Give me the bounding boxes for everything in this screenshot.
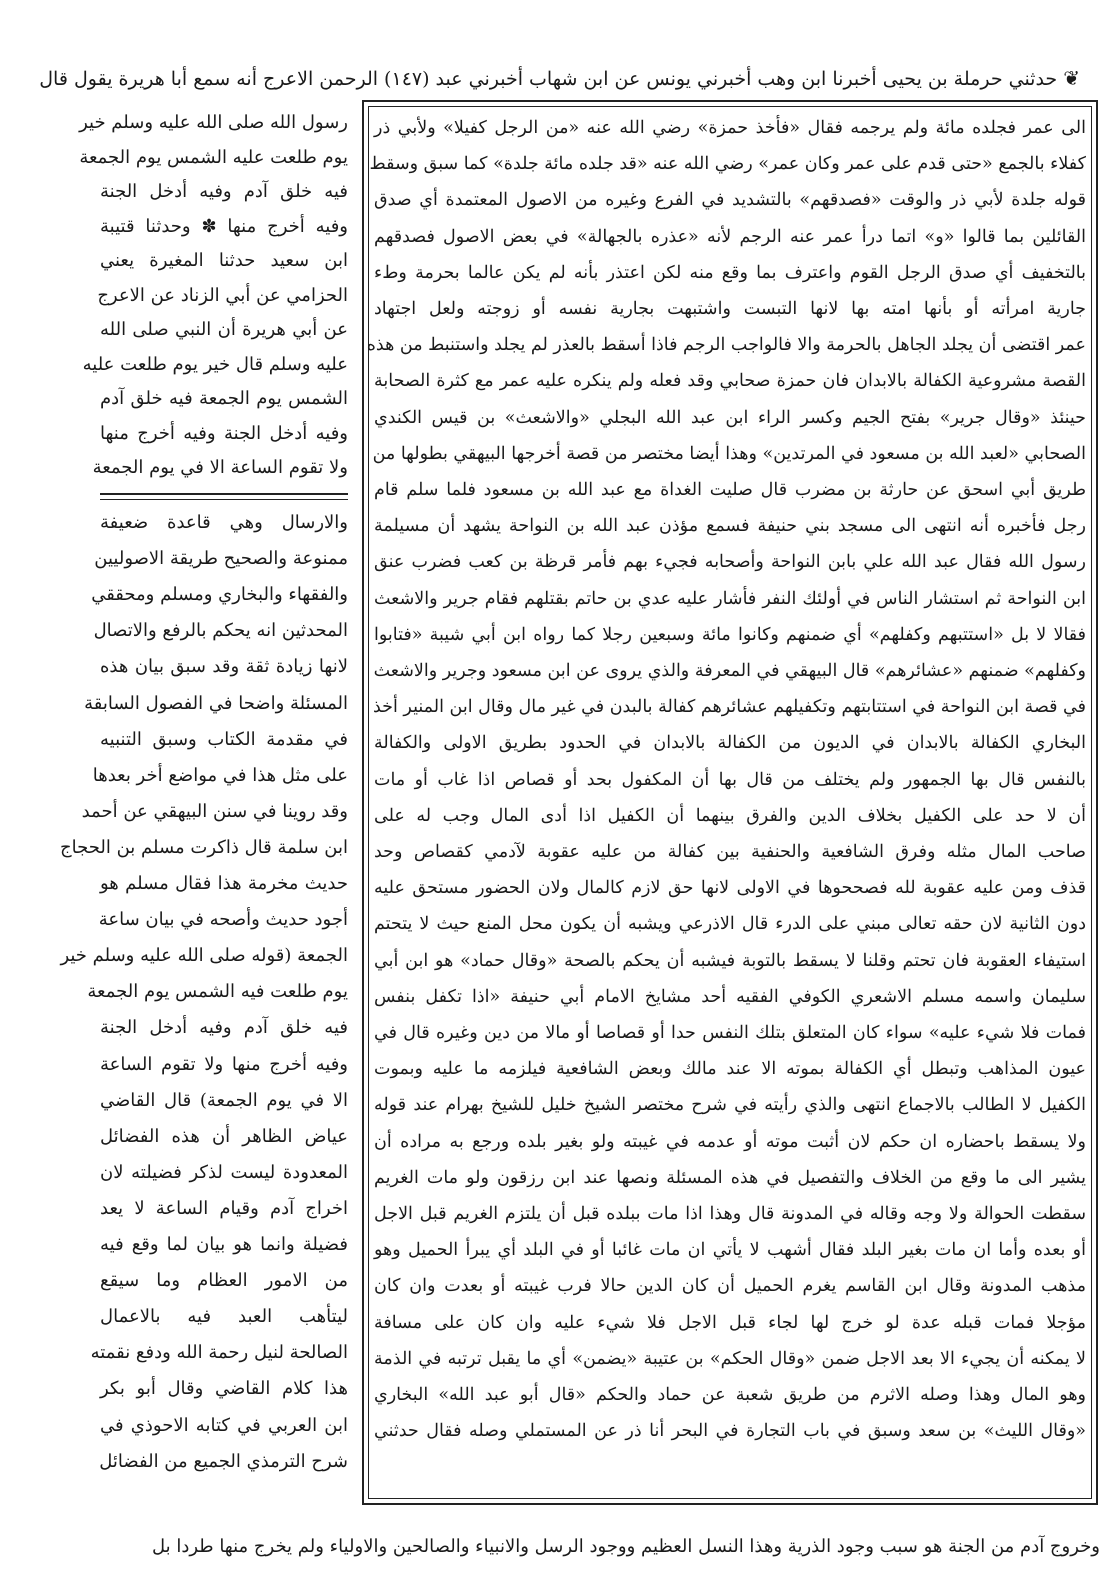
text-line: قوله جلدة لأبي ذر والوقت «فصدقهم» بالتشديد في الفرع وغيره من الاصول المعتمدة أي صدق (374, 190, 1086, 211)
text-line: وهو المال وهذا وصله الاثرم من طريق شعبة عن حماد والحكم «قال أبو عبد الله» البخاري (374, 1385, 1086, 1405)
text-line: ابن العربي في كتابه الاحوذي في (100, 1414, 348, 1436)
text-line: ابن سلمة قال ذاكرت مسلم بن الحجاج (60, 836, 348, 858)
text-line: على مثل هذا في مواضع أخر بعدها (92, 764, 348, 786)
text-line: فضيلة وانما هو بيان لما وقع فيه (100, 1234, 348, 1255)
text-line: الشمس يوم الجمعة فيه خلق آدم (100, 388, 348, 409)
text-line: عمر اقتضى أن يجلد الجاهل بالحرمة والا فالواجب الرجم فاذا أسقط بالعذر لم يجلد واستنبط من هذه (366, 335, 1086, 356)
text-line: البخاري الكفالة بالابدان في الديون من الكفالة بالابدان في الحدود بطريق الاولى والكفالة (374, 733, 1086, 754)
text-line: والفقهاء والبخاري ومسلم ومحققي (91, 584, 348, 606)
text-line: يوم طلعت فيه الشمس يوم الجمعة (87, 981, 348, 1003)
text-line: عياض الظاهر أن هذه الفضائل (100, 1125, 348, 1147)
text-line: استيفاء العقوبة فان تحتم وقلنا لا يسقط بالتوبة فيشبه أن يحكم بالصحة «وقال حماد» هو ابن أبي (374, 950, 1086, 971)
text-line: الصحابي «لعبد الله بن مسعود في المرتدين» وهذا أيضا مختصر من قصة أخرجها البيهقي بطولها من (372, 443, 1086, 464)
ornament-icon: ❦ (1063, 66, 1080, 90)
text-line: الا في يوم الجمعة) قال القاضي (100, 1089, 348, 1111)
text-line: رسول الله فقال عبد الله علي بابن النواحة وأصحابه فجيء بهم فأمر قرظة بن كعب فضرب عنق (374, 552, 1086, 573)
text-line: الكفيل لا الطالب بالاجماع انتهى والذي رأيته في شرح مختصر الشيخ خليل للشيخ بهرام عند قوله (374, 1095, 1086, 1116)
text-line: سليمان واسمه مسلم الاشعري الكوفي الفقيه أحد مشايخ الامام أبي حنيفة «اذا تكفل بنفس (374, 986, 1086, 1007)
text-line: وفيه أدخل الجنة وفيه أخرج منها (100, 422, 348, 444)
text-line: شرح الترمذي الجميع من الفضائل (99, 1450, 348, 1472)
text-line: الجمعة (قوله صلى الله عليه وسلم خير (60, 945, 348, 967)
text-line: وقد روينا في سنن البيهقي عن أحمد (81, 800, 348, 822)
text-line: المسئلة واضحا في الفصول السابقة (84, 692, 348, 714)
text-line: القائلين بما قالوا «و» اتما درأ عمر عنه الرجم لأنه «عذره بالجهالة» في بعض الاصول فصدقهم (374, 226, 1086, 247)
text-line: مذهب المدونة وقال ابن القاسم يغرم الحميل أن كان الدين حالا فرب غيبته أو بعدت وان كان (374, 1276, 1086, 1297)
text-line: قذف ومن عليه عقوبة لله فصححوها في الاولى لانها حق لازم كالمال ولان الحضور مستحق عليه (374, 878, 1086, 899)
header-text: حدثني حرملة بن يحيى أخبرنا ابن وهب أخبرني يونس عن ابن شهاب أخبرني عبد (١٤٧) الرحمن الاعرج أنه سمع أبا هريرة يقول قال (39, 68, 1058, 90)
text-line: وكفلهم» ضمنهم «عشائرهم» قال البيهقي في المعرفة والذي يروى عن ابن مسعود وجرير والاشعث (373, 661, 1086, 681)
text-line: أو بعده وأما ان مات بغير البلد فقال أشهب لا يأتي ان مات غائبا أو في البلد أي يبرأ الحميل وهو (374, 1240, 1086, 1261)
text-line: رسول الله صلى الله عليه وسلم خير (79, 112, 348, 133)
text-line: الحزامي عن أبي الزناد عن الاعرج (97, 284, 348, 306)
text-line: رجل فأخبره أنه انتهى الى مسجد بني حنيفة فسمع مؤذن عبد الله بن النواحة يشهد أن مسيلمة (374, 516, 1086, 537)
text-line: كفلاء بالجمع «حتى قدم على عمر وكان عمر» رضي الله عنه «قد جلده مائة جلدة» كما سبق وسقط (369, 154, 1086, 175)
text-line: فيه خلق آدم وفيه أدخل الجنة (100, 1017, 348, 1039)
text-line: حديث مخرمة هذا فقال مسلم هو (100, 873, 348, 894)
text-line: القصة مشروعية الكفالة بالابدان فان حمزة صحابي وقد فعله ولم ينكره عليه عمر مع كثرة الصحابة (374, 371, 1086, 392)
text-line: عليه وسلم قال خير يوم طلعت عليه (82, 353, 348, 375)
text-line: «وقال الليث» بن سعد وسبق في باب التجارة في البحر أنا ذر عن المستملي وصله فقال حدثني (374, 1421, 1086, 1442)
text-line: فيه خلق آدم وفيه أدخل الجنة (100, 181, 348, 202)
text-line: أجود حديث وأصحه في بيان ساعة (98, 909, 348, 931)
text-line: ممنوعة والصحيح طريقة الاصوليين (94, 548, 348, 570)
text-line: حينئذ «وقال جرير» بفتح الجيم وكسر الراء ابن عبد الله البجلي «والاشعث» بن قيس الكندي (374, 407, 1086, 428)
text-line: دون الثانية لان حقه تعالى مبني على الدرء قال الاذرعي ويشبه أن يكون محل المنع حيث لا يتحتم (374, 914, 1086, 935)
page-footer: وخروج آدم من الجنة هو سبب وجود الذرية وهذا النسل العظيم ووجود الرسل والانبياء والصالحين والاولياء ولم يخرج منها طردا بل (151, 1536, 1100, 1557)
text-line: عن أبي هريرة أن النبي صلى الله (100, 319, 348, 340)
text-line: من الامور العظام وما سيقع (100, 1270, 348, 1292)
text-line: اخراج آدم وقيام الساعة لا يعد (100, 1197, 348, 1219)
page-header (39, 58, 1080, 99)
text-line: ولا تقوم الساعة الا في يوم الجمعة (92, 457, 348, 478)
text-line: بالتخفيف أي صدق الرجل القوم واعترف بما وقع منه لكن اعتذر بأنه لم يكن عالما بحرمة وطء (374, 262, 1086, 283)
text-line: فقالا لا بل «استتبهم وكفلهم» أي ضمنهم وكانوا مائة وسبعين رجلا كما رواه ابن أبي شيبة «فتابوا (374, 624, 1086, 645)
text-line: ابن النواحة ثم استشار الناس في أولئك النفر فأشار عليه عدي بن حاتم بقتلهم فقام جرير والاشعث (374, 588, 1086, 609)
text-line: في قصة ابن النواحة في استتابتهم وتكفيلهم عشائرهم كفالة بالبدن في غير مال وقال ابن المنير أخذ (372, 697, 1086, 718)
text-line: المعدودة ليست لذكر فضيلته لان (100, 1161, 348, 1183)
text-line: طريق أبي اسحق عن حارثة بن مضرب قال صليت الغداة مع عبد الله بن مسعود فلما سلم قام (374, 480, 1086, 500)
side-divider (100, 493, 348, 495)
text-line: هذا كلام القاضي وقال أبو بكر (100, 1378, 348, 1400)
text-line: عيون المذاهب وتبطل أي الكفالة بموته الا عند مالك وبعض الشافعية فيلزمه ما عليه وبموت (374, 1059, 1086, 1080)
text-line: سقطت الحوالة ولا وجه وقاله في المدونة قال وهذا اذا مات ببلده قبل أن يلتزم الغريم قبل الاجل (374, 1204, 1086, 1224)
text-line: في مقدمة الكتاب وسبق التنبيه (100, 728, 348, 750)
text-line: لا يمكنه أن يجيء الا بعد الاجل ضمن «وقال الحكم» بن عتيبة «يضمن» أي ما يقبل ترتبه في الذمة (374, 1348, 1086, 1369)
text-line: صاحب المال مثله وفرق الشافعية والحنفية بين كفالة من عليه عقوبة لآدمي كقصاص وحد (374, 842, 1086, 862)
text-line: يوم طلعت عليه الشمس يوم الجمعة (79, 146, 348, 168)
text-line: وفيه أخرج منها ✽ وحدثنا قتيبة (100, 215, 348, 237)
text-line: ليتأهب العبد فيه بالاعمال (100, 1306, 348, 1328)
text-line: بالنفس قال بها الجمهور ولم يختلف من قال بها أن المكفول بحد أو قصاص اذا غاب أو مات (374, 769, 1086, 790)
text-line: المحدثين انه يحكم بالرفع والاتصال (93, 620, 348, 642)
text-line: والارسال وهي قاعدة ضعيفة (100, 512, 348, 533)
text-line: الصالحة لنيل رحمة الله ودفع نقمته (90, 1342, 348, 1364)
text-line: ابن سعيد حدثنا المغيرة يعني (100, 250, 348, 271)
text-line: لانها زيادة ثقة وقد سبق بيان هذه (100, 656, 348, 678)
side-divider-inner (100, 499, 348, 500)
text-line: أن لا حد على الكفيل بخلاف الدين والفرق بينهما أن الكفيل اذا أدى المال وجب له على (374, 805, 1086, 826)
text-line: مؤجلا فمات قبله عدة لو خرج لها لجاء قبل الاجل فلا شيء عليه وان كان على مسافة (374, 1312, 1086, 1333)
text-line: الى عمر فجلده مائة ولم يرجمه فقال «فأخذ حمزة» رضي الله عنه «من الرجل كفيلا» ولأبي ذر (374, 118, 1086, 138)
text-line: جارية امرأته أو بأنها امته بها لانها التبست واشتبهت بجارية نفسه أو زوجته ولعل اجتهاد (374, 299, 1086, 319)
text-line: فمات فلا شيء عليه» سواء كان المتعلق بتلك النفس حدا أو قصاصا أو مالا من دين وغيره قال في (374, 1023, 1086, 1043)
text-line: ولا يسقط باحضاره ان حكم لان أثبت موته أو عدمه في غيبته ولو بغير بلده ورجع به مراده أن (374, 1131, 1086, 1152)
text-line: يشير الى ما وقع من الخلاف والتفصيل في هذه المسئلة ونصها عند ابن رزقون ولو مات الغريم (374, 1167, 1086, 1188)
text-line: وفيه أخرج منها ولا تقوم الساعة (100, 1053, 348, 1075)
